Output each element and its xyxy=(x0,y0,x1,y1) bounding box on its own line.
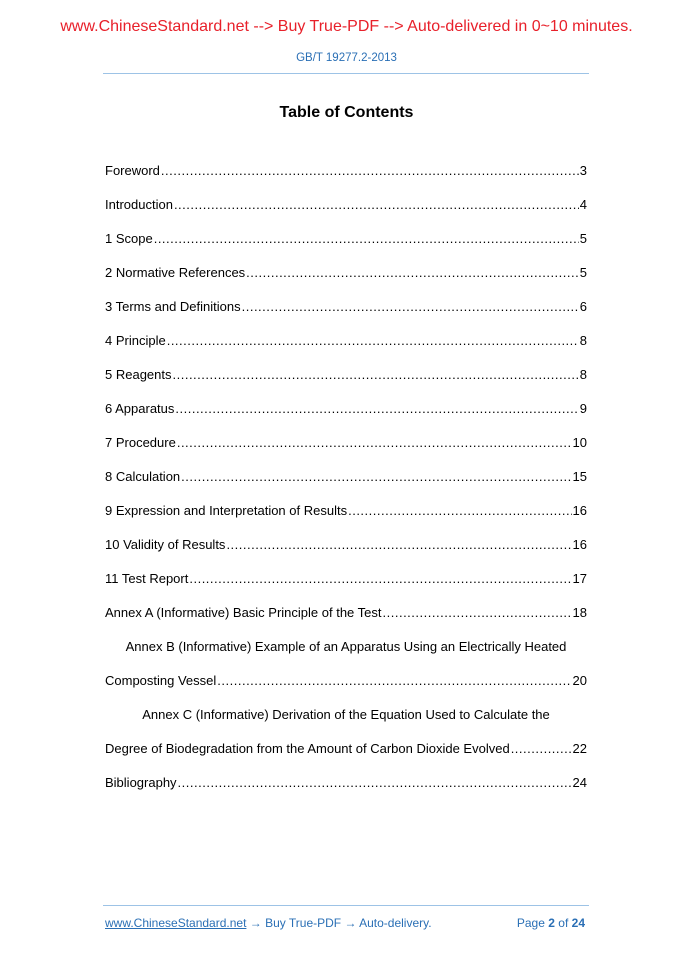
toc-entry-page: 9 xyxy=(579,401,587,416)
toc-entry-expression-results[interactable] xyxy=(105,501,587,535)
toc-entry-label: 9 Expression and Interpretation of Results xyxy=(105,503,348,518)
total-pages: 24 xyxy=(571,916,585,930)
toc-entry-label: 3 Terms and Definitions xyxy=(105,299,241,314)
toc-entry-label: 2 Normative References xyxy=(105,265,246,280)
page-footer xyxy=(105,916,585,930)
toc-entry-procedure[interactable] xyxy=(105,433,587,467)
toc-entry-page: 8 xyxy=(579,333,587,348)
toc-entry-page: 20 xyxy=(572,673,587,688)
toc-entry-label: Foreword xyxy=(105,163,160,178)
toc-entry-page: 18 xyxy=(572,605,587,620)
toc-entry-page: 3 xyxy=(579,163,587,178)
current-page: 2 xyxy=(548,916,555,930)
toc-entry-page: 22 xyxy=(572,741,587,756)
toc-entry-page: 5 xyxy=(579,265,587,280)
toc-entry-label: 4 Principle xyxy=(105,333,166,348)
toc-entry-label: 1 Scope xyxy=(105,231,153,246)
toc-entry-page: 16 xyxy=(572,503,587,518)
document-code: GB/T 19277.2-2013 xyxy=(296,52,397,64)
toc-entry-page: 6 xyxy=(579,299,587,314)
toc-entry-label-line1: Annex B (Informative) Example of an Apparatus Using an Electrically Heated xyxy=(125,639,567,654)
toc-entry-validity-results[interactable] xyxy=(105,535,587,569)
toc-entry-label: 6 Apparatus xyxy=(105,401,175,416)
toc-entry-foreword[interactable] xyxy=(105,161,587,195)
toc-entry-reagents[interactable] xyxy=(105,365,587,399)
toc-entry-page: 10 xyxy=(572,435,587,450)
toc-entry-page: 4 xyxy=(579,197,587,212)
toc-entry-annex-a[interactable] xyxy=(105,603,587,637)
toc-entry-label: Introduction xyxy=(105,197,173,212)
toc-title: Table of Contents xyxy=(279,104,414,121)
table-of-contents xyxy=(105,161,587,807)
toc-entry-normative-references[interactable] xyxy=(105,263,587,297)
toc-entry-terms-definitions[interactable] xyxy=(105,297,587,331)
page-indicator: Page 2 of 24 xyxy=(516,916,585,930)
toc-entry-page: 17 xyxy=(572,571,587,586)
top-banner[interactable]: www.ChineseStandard.net --> Buy True-PDF --> Auto-delivered in 0~10 minutes. xyxy=(60,18,633,35)
toc-entry-label: 10 Validity of Results xyxy=(105,537,226,552)
toc-entry-label: 5 Reagents xyxy=(105,367,172,382)
toc-entry-page: 16 xyxy=(572,537,587,552)
toc-entry-annex-c[interactable] xyxy=(105,705,587,773)
toc-entry-page: 15 xyxy=(572,469,587,484)
toc-entry-page: 24 xyxy=(572,775,587,790)
toc-entry-bibliography[interactable] xyxy=(105,773,587,807)
toc-entry-label: Bibliography xyxy=(105,775,177,790)
toc-entry-calculation[interactable] xyxy=(105,467,587,501)
footer-divider xyxy=(103,905,589,906)
toc-entry-label: 11 Test Report xyxy=(105,571,189,586)
toc-entry-label: 8 Calculation xyxy=(105,469,181,484)
toc-entry-annex-b[interactable] xyxy=(105,637,587,705)
header-divider xyxy=(103,73,589,74)
toc-entry-label: Annex A (Informative) Basic Principle of the Test xyxy=(105,605,382,620)
toc-entry-page: 5 xyxy=(579,231,587,246)
toc-entry-apparatus[interactable] xyxy=(105,399,587,433)
toc-entry-principle[interactable] xyxy=(105,331,587,365)
toc-entry-scope[interactable] xyxy=(105,229,587,263)
footer-site-link[interactable]: www.ChineseStandard.net xyxy=(105,916,247,930)
toc-entry-label-line2: Composting Vessel xyxy=(105,673,217,688)
toc-entry-introduction[interactable] xyxy=(105,195,587,229)
toc-entry-label-line1: Annex C (Informative) Derivation of the Equation Used to Calculate the xyxy=(142,707,550,722)
footer-text: → Buy True-PDF → Auto-delivery. xyxy=(246,916,432,930)
toc-entry-label-line2: Degree of Biodegradation from the Amount of Carbon Dioxide Evolved xyxy=(105,741,510,756)
toc-entry-test-report[interactable] xyxy=(105,569,587,603)
toc-entry-page: 8 xyxy=(579,367,587,382)
toc-entry-label: 7 Procedure xyxy=(105,435,176,450)
